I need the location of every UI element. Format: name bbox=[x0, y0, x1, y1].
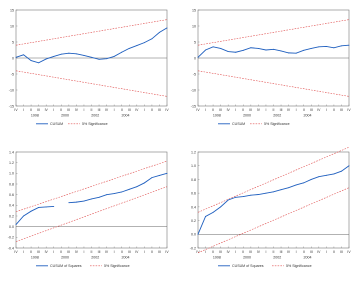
x-quarter-label: IV bbox=[44, 250, 48, 254]
chart-panel-1 bbox=[9, 8, 170, 126]
lower-significance-line bbox=[16, 71, 167, 97]
x-quarter-label: IV bbox=[317, 108, 321, 112]
data-point bbox=[16, 224, 17, 225]
data-point bbox=[84, 55, 85, 56]
x-year-label: 1998 bbox=[212, 113, 221, 118]
x-quarter-label: IV bbox=[256, 250, 261, 254]
y-tick-label: 0.0 bbox=[191, 232, 196, 237]
chart-panel-2 bbox=[191, 8, 352, 126]
data-point bbox=[114, 56, 115, 57]
x-year-label: 2004 bbox=[303, 255, 312, 260]
data-point bbox=[326, 46, 327, 47]
data-point bbox=[258, 194, 259, 195]
data-point bbox=[167, 27, 168, 28]
legend-label: 5% Significance bbox=[104, 264, 130, 268]
x-year-label: 2000 bbox=[61, 255, 70, 260]
data-point bbox=[311, 48, 312, 49]
x-quarter-label: III bbox=[97, 250, 101, 254]
plot-frame bbox=[16, 152, 167, 248]
y-tick-label: -10 bbox=[190, 88, 196, 93]
legend-label: CUSUM bbox=[232, 122, 246, 126]
data-point bbox=[220, 206, 221, 207]
data-point bbox=[318, 46, 319, 47]
data-point bbox=[91, 198, 92, 199]
x-quarter-label: I bbox=[113, 250, 115, 254]
y-tick-label: 0.6 bbox=[191, 191, 196, 196]
x-quarter-label: I bbox=[205, 250, 207, 254]
data-point bbox=[243, 196, 244, 197]
y-tick-label: -10 bbox=[8, 88, 14, 93]
data-point bbox=[31, 211, 32, 212]
y-tick-label: 10 bbox=[10, 24, 14, 29]
x-quarter-label: I bbox=[235, 108, 237, 112]
x-quarter-label: I bbox=[53, 250, 55, 254]
y-tick-label: 1.0 bbox=[9, 171, 14, 176]
x-year-label: 1998 bbox=[30, 113, 39, 118]
data-point bbox=[281, 51, 282, 52]
x-quarter-label: I bbox=[295, 108, 297, 112]
y-tick-label: 1.0 bbox=[191, 164, 196, 169]
y-tick-label: -0.2 bbox=[7, 235, 14, 240]
data-point bbox=[53, 206, 54, 207]
x-quarter-label: III bbox=[219, 108, 223, 112]
x-quarter-label: III bbox=[67, 108, 71, 112]
data-point bbox=[99, 59, 100, 60]
x-quarter-label: II bbox=[212, 250, 215, 254]
data-point bbox=[129, 189, 130, 190]
x-quarter-label: III bbox=[340, 250, 343, 254]
data-point bbox=[144, 182, 145, 183]
statistic-line bbox=[198, 166, 349, 235]
x-quarter-label: I bbox=[295, 250, 297, 254]
x-quarter-label: IV bbox=[135, 250, 139, 254]
data-point bbox=[16, 57, 17, 58]
data-point bbox=[68, 53, 69, 54]
data-point bbox=[198, 57, 199, 58]
x-year-label: 2004 bbox=[121, 113, 130, 118]
statistic-line bbox=[198, 45, 349, 57]
x-quarter-label: I bbox=[113, 108, 115, 112]
x-quarter-label: II bbox=[90, 108, 93, 112]
data-point bbox=[136, 186, 137, 187]
data-point bbox=[318, 176, 319, 177]
x-quarter-label: III bbox=[309, 250, 313, 254]
x-quarter-label: III bbox=[37, 250, 41, 254]
legend-label: 5% Significance bbox=[82, 122, 108, 126]
x-quarter-label: III bbox=[158, 108, 161, 112]
lower-significance-line bbox=[198, 188, 349, 253]
x-quarter-label: I bbox=[325, 108, 327, 112]
x-quarter-label: II bbox=[30, 250, 33, 254]
x-quarter-label: II bbox=[30, 108, 33, 112]
x-year-label: 1998 bbox=[30, 255, 39, 260]
x-quarter-label: IV bbox=[74, 250, 79, 254]
data-point bbox=[151, 177, 152, 178]
x-quarter-label: I bbox=[23, 250, 25, 254]
x-quarter-label: I bbox=[83, 108, 85, 112]
data-point bbox=[250, 195, 251, 196]
y-tick-label: 10 bbox=[192, 24, 196, 29]
data-point bbox=[23, 216, 24, 217]
data-point bbox=[205, 50, 206, 51]
data-point bbox=[121, 192, 122, 193]
y-tick-label: 5 bbox=[12, 40, 14, 45]
data-point bbox=[151, 38, 152, 39]
y-tick-label: -0.2 bbox=[189, 246, 196, 251]
lower-significance-line bbox=[198, 71, 349, 97]
x-quarter-label: IV bbox=[226, 108, 230, 112]
data-point bbox=[349, 45, 350, 46]
y-tick-label: 15 bbox=[192, 8, 196, 13]
y-tick-label: 15 bbox=[10, 8, 14, 13]
x-quarter-label: II bbox=[120, 250, 123, 254]
x-quarter-label: II bbox=[242, 108, 245, 112]
x-quarter-label: I bbox=[83, 250, 85, 254]
x-quarter-label: I bbox=[265, 250, 267, 254]
x-quarter-label: II bbox=[272, 108, 275, 112]
x-quarter-label: IV bbox=[347, 108, 351, 112]
x-quarter-label: III bbox=[219, 250, 223, 254]
x-quarter-label: III bbox=[249, 108, 253, 112]
upper-significance-line bbox=[198, 20, 349, 46]
data-point bbox=[303, 182, 304, 183]
x-quarter-label: IV bbox=[347, 250, 351, 254]
x-quarter-label: IV bbox=[14, 250, 18, 254]
data-point bbox=[38, 62, 39, 63]
x-quarter-label: III bbox=[340, 108, 343, 112]
x-quarter-label: I bbox=[205, 108, 207, 112]
data-point bbox=[281, 189, 282, 190]
y-tick-label: -5 bbox=[192, 72, 196, 77]
upper-significance-line bbox=[16, 20, 167, 46]
y-tick-label: 0.6 bbox=[9, 193, 14, 198]
x-year-label: 2002 bbox=[273, 113, 282, 118]
data-point bbox=[341, 45, 342, 46]
x-quarter-label: III bbox=[249, 250, 253, 254]
y-tick-label: 0.2 bbox=[9, 214, 14, 219]
legend-label: CUSUM of Squares bbox=[50, 264, 82, 268]
data-point bbox=[235, 197, 236, 198]
y-tick-label: 0 bbox=[12, 56, 14, 61]
x-quarter-label: III bbox=[67, 250, 71, 254]
y-tick-label: 0.4 bbox=[9, 203, 14, 208]
x-quarter-label: IV bbox=[104, 108, 109, 112]
x-year-label: 2002 bbox=[91, 255, 100, 260]
y-tick-label: 0.8 bbox=[9, 182, 14, 187]
data-point bbox=[106, 194, 107, 195]
data-point bbox=[76, 202, 77, 203]
y-tick-label: 1.2 bbox=[191, 150, 196, 155]
data-point bbox=[349, 165, 350, 166]
x-quarter-label: III bbox=[309, 108, 313, 112]
x-quarter-label: I bbox=[143, 250, 145, 254]
legend-label: CUSUM of Squares bbox=[232, 264, 264, 268]
data-point bbox=[288, 52, 289, 53]
x-quarter-label: IV bbox=[104, 250, 109, 254]
x-quarter-label: II bbox=[150, 250, 153, 254]
x-quarter-label: IV bbox=[74, 108, 79, 112]
upper-significance-line bbox=[198, 147, 349, 212]
x-quarter-label: I bbox=[265, 108, 267, 112]
x-quarter-label: III bbox=[279, 108, 283, 112]
data-point bbox=[38, 207, 39, 208]
data-point bbox=[266, 50, 267, 51]
x-quarter-label: I bbox=[53, 108, 55, 112]
data-point bbox=[273, 191, 274, 192]
x-quarter-label: III bbox=[97, 108, 101, 112]
chart-panel-4 bbox=[190, 147, 352, 268]
y-tick-label: 0.4 bbox=[191, 205, 196, 210]
x-quarter-label: IV bbox=[286, 250, 291, 254]
x-quarter-label: IV bbox=[317, 250, 321, 254]
data-point bbox=[61, 54, 62, 55]
x-quarter-label: IV bbox=[135, 108, 139, 112]
data-point bbox=[296, 53, 297, 54]
y-tick-label: 0.2 bbox=[191, 218, 196, 223]
data-point bbox=[250, 47, 251, 48]
data-point bbox=[84, 201, 85, 202]
y-tick-label: -15 bbox=[190, 104, 196, 109]
data-point bbox=[121, 52, 122, 53]
data-point bbox=[198, 234, 199, 235]
data-point bbox=[23, 54, 24, 55]
x-quarter-label: I bbox=[23, 108, 25, 112]
data-point bbox=[341, 171, 342, 172]
data-point bbox=[114, 193, 115, 194]
x-quarter-label: I bbox=[235, 250, 237, 254]
x-quarter-label: II bbox=[90, 250, 93, 254]
legend-label: CUSUM bbox=[50, 122, 64, 126]
data-point bbox=[159, 175, 160, 176]
data-point bbox=[91, 57, 92, 58]
y-tick-label: 5 bbox=[194, 40, 196, 45]
data-point bbox=[68, 202, 69, 203]
x-year-label: 2004 bbox=[121, 255, 130, 260]
data-point bbox=[311, 179, 312, 180]
y-tick-label: 0.0 bbox=[9, 225, 14, 230]
data-point bbox=[129, 48, 130, 49]
data-point bbox=[235, 52, 236, 53]
x-year-label: 2000 bbox=[61, 113, 70, 118]
x-year-label: 2002 bbox=[91, 113, 100, 118]
y-tick-label: 0.8 bbox=[191, 177, 196, 182]
y-tick-label: 1.2 bbox=[9, 161, 14, 166]
data-point bbox=[99, 197, 100, 198]
x-quarter-label: II bbox=[332, 250, 335, 254]
x-quarter-label: II bbox=[60, 250, 63, 254]
data-point bbox=[258, 48, 259, 49]
x-quarter-label: III bbox=[127, 250, 131, 254]
x-quarter-label: IV bbox=[226, 250, 230, 254]
x-year-label: 2004 bbox=[303, 113, 312, 118]
data-point bbox=[273, 49, 274, 50]
x-year-label: 2000 bbox=[243, 113, 252, 118]
x-quarter-label: II bbox=[150, 108, 153, 112]
data-point bbox=[76, 53, 77, 54]
data-point bbox=[288, 187, 289, 188]
x-quarter-label: IV bbox=[44, 108, 48, 112]
x-quarter-label: IV bbox=[196, 250, 200, 254]
data-point bbox=[53, 56, 54, 57]
x-quarter-label: III bbox=[127, 108, 131, 112]
x-quarter-label: IV bbox=[14, 108, 18, 112]
x-quarter-label: I bbox=[325, 250, 327, 254]
data-point bbox=[243, 50, 244, 51]
x-quarter-label: III bbox=[158, 250, 161, 254]
x-quarter-label: IV bbox=[196, 108, 200, 112]
x-year-label: 2000 bbox=[243, 255, 252, 260]
chart-panel-3 bbox=[8, 150, 170, 268]
x-quarter-label: II bbox=[60, 108, 63, 112]
y-tick-label: -15 bbox=[8, 104, 14, 109]
lower-significance-line bbox=[16, 187, 167, 242]
x-quarter-label: I bbox=[143, 108, 145, 112]
data-point bbox=[333, 173, 334, 174]
plot-frame bbox=[198, 152, 349, 248]
legend-label: 5% Significance bbox=[286, 264, 312, 268]
data-point bbox=[31, 60, 32, 61]
data-point bbox=[136, 45, 137, 46]
data-point bbox=[333, 47, 334, 48]
x-quarter-label: II bbox=[242, 250, 245, 254]
data-point bbox=[303, 50, 304, 51]
data-point bbox=[228, 51, 229, 52]
x-quarter-label: IV bbox=[165, 108, 169, 112]
data-point bbox=[144, 42, 145, 43]
x-quarter-label: II bbox=[302, 250, 305, 254]
legend-label: 5% Significance bbox=[264, 122, 290, 126]
y-tick-label: -0.4 bbox=[7, 246, 14, 251]
data-point bbox=[213, 46, 214, 47]
x-quarter-label: II bbox=[272, 250, 275, 254]
data-point bbox=[46, 206, 47, 207]
data-point bbox=[220, 48, 221, 49]
x-quarter-label: III bbox=[37, 108, 41, 112]
y-tick-label: -5 bbox=[10, 72, 14, 77]
x-quarter-label: II bbox=[120, 108, 123, 112]
data-point bbox=[228, 200, 229, 201]
x-quarter-label: IV bbox=[286, 108, 291, 112]
data-point bbox=[46, 59, 47, 60]
data-point bbox=[205, 216, 206, 217]
x-quarter-label: II bbox=[302, 108, 305, 112]
data-point bbox=[296, 184, 297, 185]
data-point bbox=[159, 32, 160, 33]
x-quarter-label: IV bbox=[256, 108, 261, 112]
x-quarter-label: III bbox=[279, 250, 283, 254]
data-point bbox=[213, 212, 214, 213]
upper-significance-line bbox=[16, 161, 167, 212]
x-quarter-label: II bbox=[332, 108, 335, 112]
data-point bbox=[266, 193, 267, 194]
x-year-label: 2002 bbox=[273, 255, 282, 260]
data-point bbox=[326, 175, 327, 176]
data-point bbox=[106, 58, 107, 59]
x-quarter-label: IV bbox=[165, 250, 169, 254]
x-quarter-label: II bbox=[212, 108, 215, 112]
y-tick-label: 0 bbox=[194, 56, 196, 61]
data-point bbox=[167, 173, 168, 174]
x-year-label: 1998 bbox=[212, 255, 221, 260]
y-tick-label: 1.4 bbox=[9, 150, 14, 155]
